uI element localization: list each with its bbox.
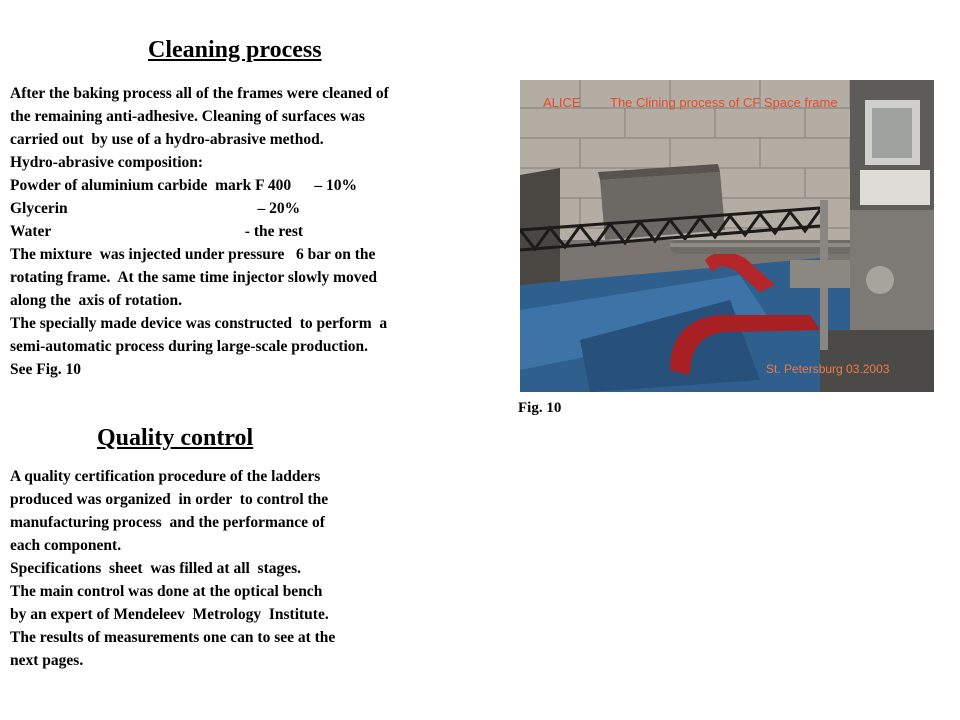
quality-control-text xyxy=(10,465,335,672)
cleaning-text-line: See Fig. 10 xyxy=(10,361,82,378)
photo-overlay-location: St. Petersburg 03.2003 xyxy=(766,362,890,376)
photo-overlay-alice: ALICE xyxy=(543,95,581,110)
cleaning-text-line: the remaining anti-adhesive. Cleaning of surfaces was xyxy=(10,108,365,125)
cleaning-text-line: Water - the rest xyxy=(10,223,304,240)
cleaning-process-text xyxy=(10,82,389,381)
quality-text-line: The results of measurements one can to see at the xyxy=(10,629,336,646)
cleaning-device-photo xyxy=(520,80,934,392)
cleaning-process-heading: Cleaning process xyxy=(148,37,322,63)
cleaning-text-line: Hydro-abrasive composition: xyxy=(10,154,204,171)
quality-control-heading: Quality control xyxy=(97,425,254,451)
quality-text-line: Specifications sheet was filled at all stages. xyxy=(10,560,302,577)
cleaning-text-line: along the axis of rotation. xyxy=(10,292,182,309)
quality-text-line: produced was organized in order to control the xyxy=(10,491,329,508)
quality-text-line: by an expert of Mendeleev Metrology Institute. xyxy=(10,606,329,623)
cleaning-text-line: Glycerin – 20% xyxy=(10,200,301,217)
cleaning-text-line: The specially made device was constructed to perform a xyxy=(10,315,388,332)
photo-overlay-title: The Clining process of CF Space frame xyxy=(610,95,838,110)
cleaning-text-line: After the baking process all of the frames were cleaned of xyxy=(10,85,389,102)
quality-text-line: A quality certification procedure of the ladders xyxy=(10,468,321,485)
quality-text-line: manufacturing process and the performance of xyxy=(10,514,325,531)
cleaning-text-line: Powder of aluminium carbide mark F 400 – 10% xyxy=(10,177,358,194)
quality-text-line: The main control was done at the optical bench xyxy=(10,583,323,600)
figure-caption: Fig. 10 xyxy=(518,400,562,416)
cleaning-text-line: semi-automatic process during large-scale production. xyxy=(10,338,369,355)
cleaning-text-line: carried out by use of a hydro-abrasive method. xyxy=(10,131,324,148)
quality-text-line: each component. xyxy=(10,537,122,554)
cleaning-text-line: The mixture was injected under pressure 6 bar on the xyxy=(10,246,376,263)
cleaning-device-illustration xyxy=(520,80,934,392)
cleaning-text-line: rotating frame. At the same time injector slowly moved xyxy=(10,269,378,286)
quality-text-line: next pages. xyxy=(10,652,84,669)
